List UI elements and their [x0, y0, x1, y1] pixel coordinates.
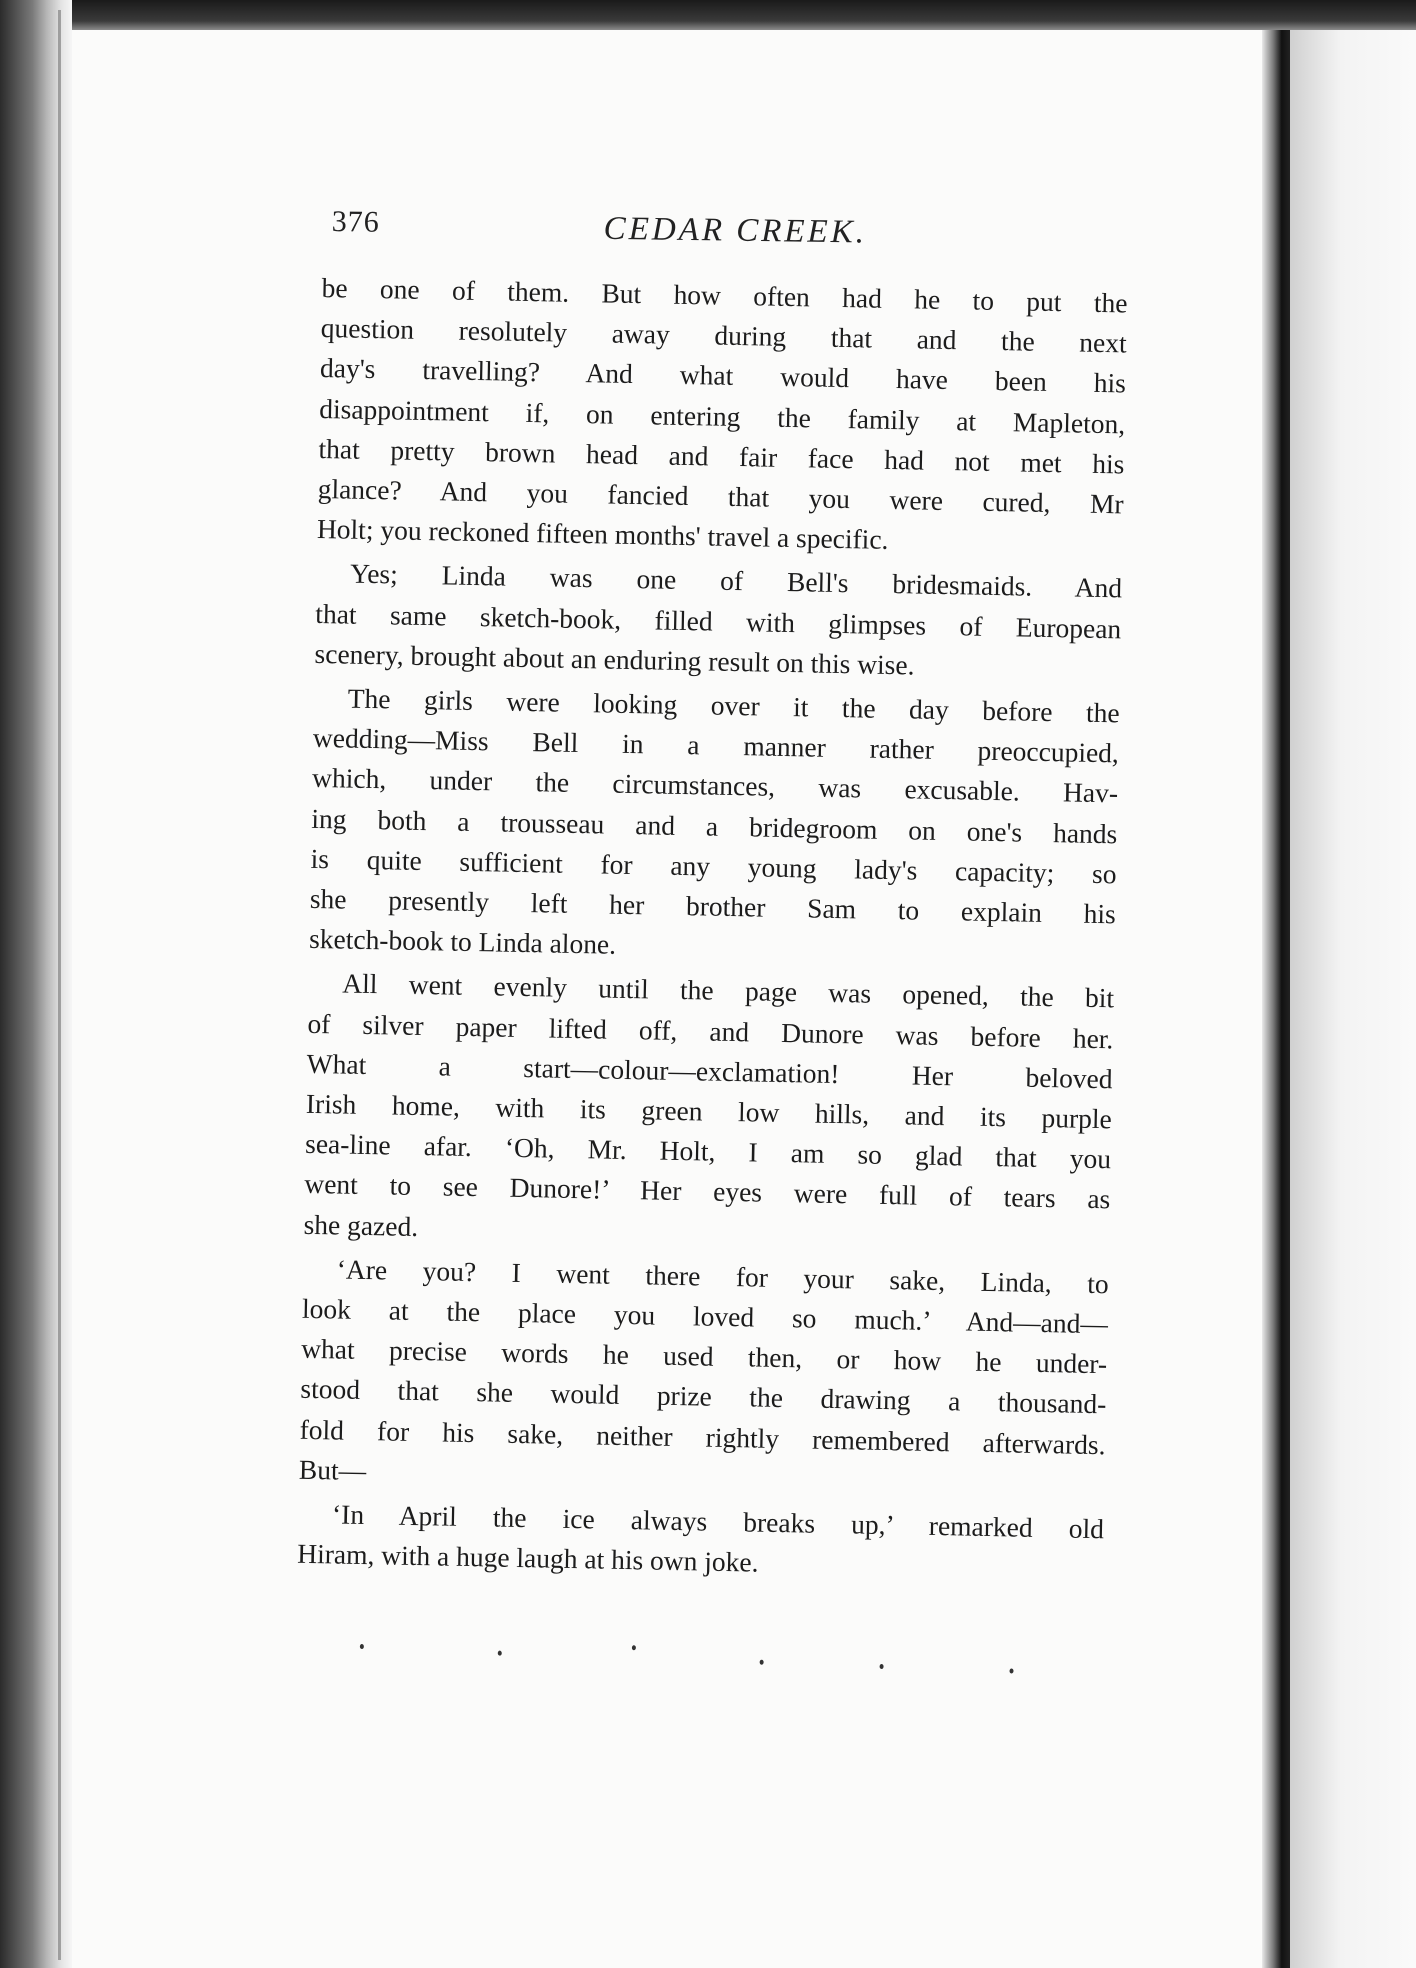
text-line: question resolutely away during that and the next	[320, 312, 1128, 359]
text-line: went to see Dunore!’ Her eyes were full of tears as	[304, 1168, 1111, 1215]
facing-page-edge	[1290, 30, 1416, 1968]
text-line: Yes; Linda was one of Bell's bridesmaids. And	[349, 558, 1123, 604]
text-line: scenery, brought about an enduring result on this wise.	[314, 637, 915, 681]
text-line: wedding—Miss Bell in a manner rather preoccupied,	[312, 722, 1120, 769]
paragraph	[317, 268, 1128, 565]
text-line: Hiram, with a huge laugh at his own joke.	[297, 1538, 759, 1578]
text-line: All went evenly until the page was opened, the bit	[341, 967, 1115, 1014]
text-line: What a start—colour—exclamation! Her beloved	[306, 1047, 1113, 1095]
ink-speck	[360, 1644, 364, 1649]
running-title: CEDAR CREEK.	[603, 210, 868, 251]
text-line: that same sketch-book, filled with glimpses of European	[315, 597, 1122, 645]
scan-top-edge	[0, 0, 1416, 30]
left-book-binding	[0, 0, 72, 1968]
ink-speck	[760, 1660, 764, 1665]
paragraph	[314, 553, 1122, 689]
left-page-edge-line	[58, 10, 61, 1960]
text-line: of silver paper lifted off, and Dunore was before her.	[307, 1007, 1114, 1054]
ink-speck	[498, 1651, 502, 1656]
text-line: that pretty brown head and fair face had not met his	[318, 432, 1125, 480]
text-line: ing both a trousseau and a bridegroom on one's hands	[311, 802, 1118, 850]
paragraph	[297, 1494, 1104, 1590]
text-line: Irish home, with its green low hills, and its purple	[305, 1087, 1113, 1135]
text-line: what precise words he used then, or how he under-	[300, 1333, 1108, 1380]
ink-speck	[880, 1664, 884, 1669]
text-line: The girls were looking over it the day before the	[347, 682, 1120, 729]
paragraph	[303, 963, 1114, 1260]
text-line: which, under the circumstances, was excusable. Hav-	[311, 762, 1119, 809]
text-line: sketch-book to Linda alone.	[308, 923, 617, 961]
text-line: day's travelling? And what would have been his	[319, 352, 1127, 399]
body-text	[297, 268, 1128, 1590]
ink-speck	[632, 1645, 636, 1650]
text-line: But—	[298, 1453, 367, 1486]
text-line: she presently left her brother Sam to explain his	[309, 882, 1117, 930]
text-line: glance? And you fancied that you were cured, Mr	[317, 472, 1124, 520]
text-line: ‘In April the ice always breaks up,’ remarked old	[331, 1498, 1105, 1545]
text-line: sea-line afar. ‘Oh, Mr. Holt, I am so glad that you	[304, 1128, 1112, 1175]
running-head	[331, 205, 1152, 266]
text-line: Holt; you reckoned fifteen months' travel a specific.	[316, 513, 889, 556]
paragraph	[299, 1249, 1109, 1506]
text-line: look at the place you loved so much.’ And—and—	[301, 1292, 1109, 1340]
ink-speck	[1009, 1668, 1013, 1673]
text-line: be one of them. But how often had he to put the	[321, 271, 1128, 319]
print-specks	[359, 1640, 1059, 1683]
text-line: fold for his sake, neither rightly remembered afterwards.	[299, 1413, 1106, 1460]
text-line: disappointment if, on entering the family at Mapleton,	[319, 392, 1126, 440]
text-line: stood that she would prize the drawing a thousand-	[300, 1373, 1107, 1420]
text-line: is quite sufficient for any young lady's capacity; so	[310, 842, 1117, 890]
text-line: she gazed.	[303, 1208, 419, 1242]
right-page-gutter	[1262, 30, 1290, 1968]
page-number: 376	[331, 205, 380, 239]
paragraph	[309, 678, 1120, 975]
text-line: ‘Are you? I went there for your sake, Linda, to	[336, 1253, 1109, 1300]
